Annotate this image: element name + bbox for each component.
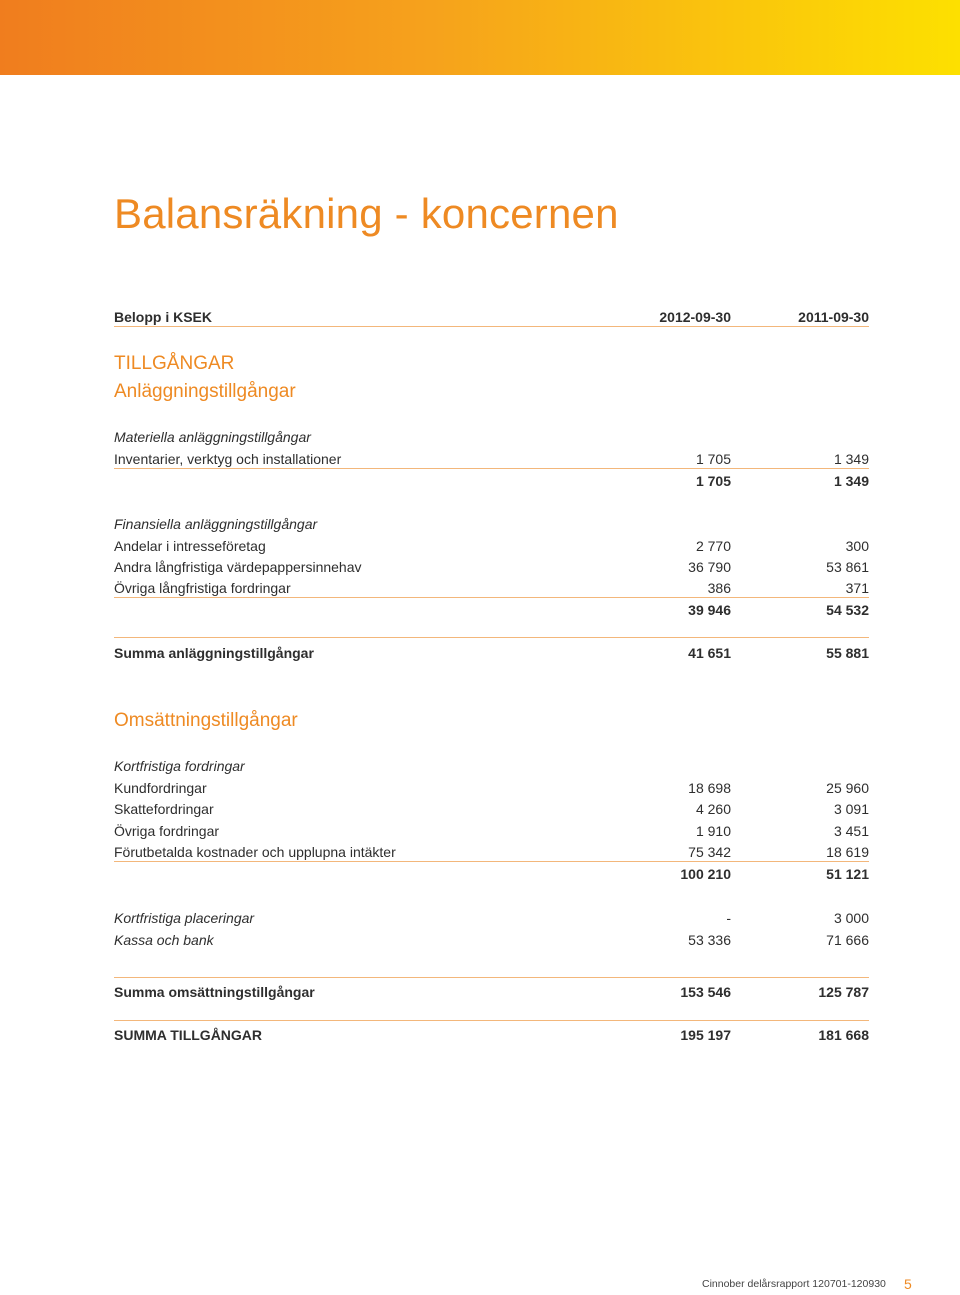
row-label: Andra långfristiga värdepappersinnehav: [114, 559, 362, 575]
divider: [114, 326, 869, 327]
sum-total-label: SUMMA TILLGÅNGAR: [114, 1027, 263, 1043]
divider: [114, 861, 869, 862]
subtotal-2011: 1 349: [833, 473, 869, 489]
sum-fixed-row: [114, 643, 869, 663]
row-value-2011: 300: [845, 538, 869, 554]
sum-fixed-2012: 41 651: [688, 645, 731, 661]
table-row: [114, 578, 869, 598]
subtotal-2011: 51 121: [826, 866, 869, 882]
subsection-heading: [114, 427, 869, 447]
subtotal-2012: 1 705: [695, 473, 731, 489]
subsection-heading: [114, 756, 869, 776]
row-label: Kassa och bank: [114, 932, 214, 948]
table-row: [114, 449, 869, 469]
row-value-2011: 1 349: [833, 451, 869, 467]
sum-total-row: [114, 1025, 869, 1045]
row-value-2011: 18 619: [826, 844, 869, 860]
table-row: [114, 908, 869, 928]
financial-heading: Finansiella anläggningstillgångar: [114, 516, 318, 532]
row-value-2011: 53 861: [826, 559, 869, 575]
sum-current-2012: 153 546: [680, 984, 731, 1000]
sum-fixed-2011: 55 881: [826, 645, 869, 661]
divider: [114, 1020, 869, 1021]
row-label: Skattefordringar: [114, 801, 214, 817]
row-value-2011: 71 666: [826, 932, 869, 948]
sum-total-2012: 195 197: [680, 1027, 731, 1043]
row-value-2012: 386: [707, 580, 731, 596]
amount-unit-label: Belopp i KSEK: [114, 309, 213, 325]
row-label: Övriga fordringar: [114, 823, 220, 839]
row-label: Förutbetalda kostnader och upplupna intäkter: [114, 844, 396, 860]
row-value-2011: 371: [845, 580, 869, 596]
divider: [114, 597, 869, 598]
row-value-2012: 53 336: [688, 932, 731, 948]
divider: [114, 468, 869, 469]
table-row: [114, 930, 869, 950]
row-label: Inventarier, verktyg och installationer: [114, 451, 342, 467]
sum-current-row: [114, 982, 869, 1002]
row-value-2012: 36 790: [688, 559, 731, 575]
subtotal-2011: 54 532: [826, 602, 869, 618]
row-label: Kundfordringar: [114, 780, 207, 796]
subtotal-2012: 100 210: [680, 866, 731, 882]
section-current-assets: Omsättningstillgångar: [114, 710, 298, 731]
footer-report-name: Cinnober delårsrapport 120701-120930: [702, 1278, 886, 1290]
row-value-2012: 1 705: [695, 451, 731, 467]
column-header-2012: 2012-09-30: [659, 309, 731, 325]
row-value-2012: 2 770: [695, 538, 731, 554]
row-value-2011: 3 091: [833, 801, 869, 817]
section-fixed-assets: Anläggningstillgångar: [114, 381, 296, 402]
sum-current-label: Summa omsättningstillgångar: [114, 984, 315, 1000]
subtotal-row: [114, 864, 869, 884]
sum-current-2011: 125 787: [818, 984, 869, 1000]
section-assets: TILLGÅNGAR: [114, 353, 235, 374]
table-row: [114, 778, 869, 798]
page-title: Balansräkning - koncernen: [114, 190, 619, 237]
row-label: Andelar i intresseföretag: [114, 538, 266, 554]
subtotal-row: [114, 471, 869, 491]
row-value-2011: 25 960: [826, 780, 869, 796]
row-value-2011: 3 451: [833, 823, 869, 839]
table-row: [114, 799, 869, 819]
table-header-row: [114, 307, 869, 327]
receivables-heading: Kortfristiga fordringar: [114, 758, 245, 774]
row-value-2012: 4 260: [695, 801, 731, 817]
row-label: Övriga långfristiga fordringar: [114, 580, 291, 596]
divider: [114, 637, 869, 638]
table-row: [114, 842, 869, 862]
table-row: [114, 821, 869, 841]
row-label: Kortfristiga placeringar: [114, 910, 255, 926]
column-header-2011: 2011-09-30: [798, 309, 869, 325]
subtotal-row: [114, 600, 869, 620]
tangible-heading: Materiella anläggningstillgångar: [114, 429, 311, 445]
table-row: [114, 557, 869, 577]
sum-total-2011: 181 668: [818, 1027, 869, 1043]
sum-fixed-label: Summa anläggningstillgångar: [114, 645, 314, 661]
header-banner: [0, 0, 960, 75]
subtotal-2012: 39 946: [688, 602, 731, 618]
row-value-2012: 75 342: [688, 844, 731, 860]
row-value-2012: -: [726, 910, 731, 926]
table-row: [114, 536, 869, 556]
row-value-2011: 3 000: [833, 910, 869, 926]
divider: [114, 977, 869, 978]
row-value-2012: 1 910: [695, 823, 731, 839]
subsection-heading: [114, 514, 869, 534]
page-number: 5: [904, 1276, 912, 1292]
row-value-2012: 18 698: [688, 780, 731, 796]
